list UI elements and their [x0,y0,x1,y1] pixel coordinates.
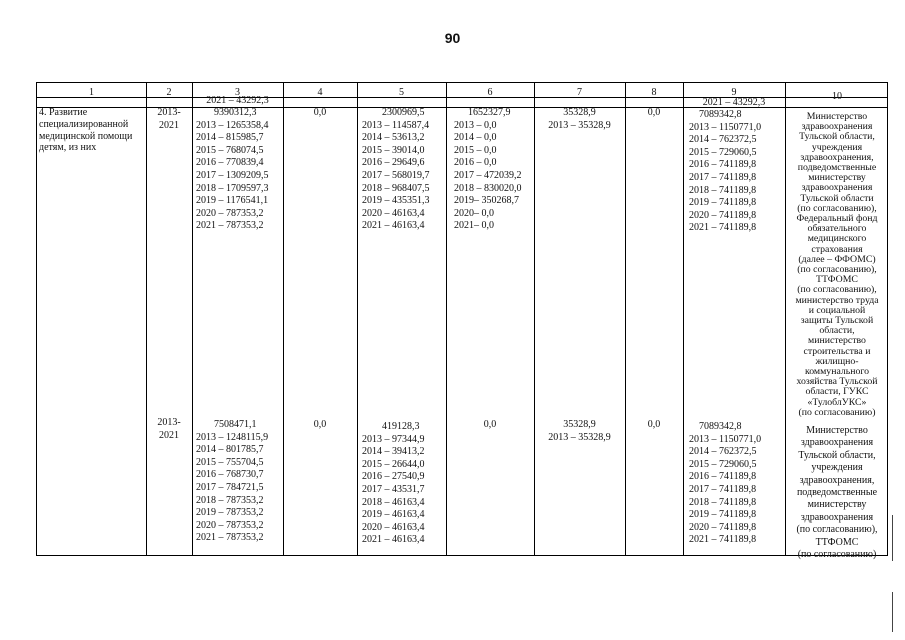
row2-col9-line: 2016 – 741189,8 [689,471,757,483]
row2-col5-line: 2017 – 43531,7 [362,483,425,495]
header-col-5: 5 [399,87,404,98]
row2-col9-line: 2021 – 741189,8 [689,534,757,546]
row1-col5-total: 2300969,5 [382,107,425,118]
header-col-2: 2 [166,87,172,98]
row1-col3-line: 2016 – 770839,4 [196,157,264,169]
row2-col5-line: 2020 – 46163,4 [362,521,425,533]
row1-col9-line: 2015 – 729060,5 [689,146,757,158]
row2-period [146,417,192,442]
row1-period-line: 2013- [157,107,181,118]
row1-col10-line: (по согласованию) [798,406,876,418]
row1-name-line: медицинской помощи [39,130,133,142]
header-col-8: 8 [651,87,657,98]
row2-col10-line: (по согласованию), [796,524,878,536]
header-col-3: 3 [235,87,240,98]
header-col-6: 6 [487,87,493,98]
row2-col5-line: 2021 – 46163,4 [362,534,425,546]
row2-period-line: 2021 [159,429,179,441]
row1-col10-line: области, ГУКС [805,386,869,398]
row2-col10-line: подведомственные [796,487,878,499]
row2-col3-line: 2014 – 801785,7 [196,444,264,456]
row2-col3-line: 2015 – 755704,5 [196,456,264,468]
col-divider-6 [534,83,535,555]
row1-col10-line: области, [819,325,855,337]
row2-col5-line: 2018 – 46163,4 [362,496,425,508]
header-col-7: 7 [577,87,582,98]
row2-col3-line: 2020 – 787353,2 [196,519,264,531]
row2-period-line: 2013- [157,417,181,428]
row1-col10-line: Тульской области [800,192,874,204]
scan-edge-mark [892,592,893,632]
row1-name [39,107,145,154]
row2-col10-line: учреждения [811,462,863,474]
row1-col10-line: учреждения [811,141,863,153]
row1-col5-line: 2021 – 46163,4 [362,220,425,232]
row1-col10-line: министерству [808,172,866,184]
header-col-4: 4 [317,87,323,98]
row2-col9-total: 7089342,8 [699,421,742,432]
row1-col9-line: 2021 – 741189,8 [689,222,757,234]
row1-col3-line: 2020 – 787353,2 [196,207,264,219]
row1-col10-line: министерство труда [795,294,879,306]
row1-col8: 0,0 [647,107,661,118]
row1-col9-line: 2013 – 1150771,0 [689,121,762,133]
row1-col10-line: здравоохранения [801,121,873,133]
row1-col3-line: 2014 – 815985,7 [196,132,264,144]
program-table [36,82,888,561]
row2-col7-line: 2013 – 35328,9 [548,431,611,443]
row1-col9-line: 2020 – 741189,8 [689,209,757,221]
row2-col8: 0,0 [647,419,661,430]
row2-col5-line: 2013 – 97344,9 [362,433,425,445]
row1-col10-line: страхования [811,243,863,255]
row2-col3 [196,419,284,545]
row1-col10-line: «ТулоблУКС» [807,396,867,408]
row2-col5 [362,421,446,547]
row1-col9-line: 2016 – 741189,8 [689,159,757,171]
row1-col10-line: министерство [808,335,866,347]
row1-col10-line: защиты Тульской [800,315,874,327]
row1-col5-line: 2020 – 46163,4 [362,207,425,219]
row2-col5-line: 2014 – 39413,2 [362,446,425,458]
row2-col3-line: 2017 – 784721,5 [196,481,264,493]
row1-col10-line: и социальной [808,304,866,316]
col-divider-8 [683,83,684,555]
col-divider-5 [446,83,447,555]
row1-name-line: детям, из них [39,142,97,154]
row1-col7-total: 35328,9 [563,107,596,118]
row1-col4: 0,0 [313,107,327,118]
row1-period-line: 2021 [159,119,179,131]
row1-col6-line: 2014 – 0,0 [454,132,497,144]
row1-col10-line: ТТФОМС [816,274,858,286]
row1-col3-line: 2017 – 1309209,5 [196,169,269,181]
row1-col5 [362,107,446,233]
row2-col3-line: 2021 – 787353,2 [196,532,264,544]
row2-col9-line: 2018 – 741189,8 [689,496,757,508]
row2-col10 [785,425,889,561]
row1-col10 [785,112,889,418]
row2-col9 [689,421,785,547]
row2-col6: 0,0 [483,419,497,430]
header-col-10: 10 [832,91,842,102]
row1-name-line: 4. Развитие [39,107,88,118]
row1-col9-line: 2014 – 762372,5 [689,134,757,146]
row1-col10-line: обязательного [807,223,867,235]
row1-col7-line: 2013 – 35328,9 [548,119,611,131]
row2-col10-line: ТТФОМС [815,536,859,548]
row1-col9-total: 7089342,8 [699,109,742,120]
row1-col7 [534,107,625,132]
row2-col10-line: (по согласованию) [797,549,877,561]
page-number: 90 [444,30,461,46]
row1-col3 [196,107,284,233]
row1-name-line: специализированной [39,118,129,130]
row1-col5-line: 2017 – 568019,7 [362,169,430,181]
row2-col10-line: Тульской области, [798,449,876,461]
row2-col5-line: 2019 – 46163,4 [362,509,425,521]
row2-col3-total: 7508471,1 [214,419,257,430]
row1-col3-line: 2021 – 787353,2 [196,220,264,232]
row2-col10-line: здравоохранения, [799,474,875,486]
col-divider-2 [192,83,193,555]
row2-col4: 0,0 [313,419,327,430]
row1-col10-line: Федеральный фонд [796,213,878,225]
row2-col9-line: 2020 – 741189,8 [689,521,757,533]
row2-col5-line: 2016 – 27540,9 [362,471,425,483]
carry-col-3: 2021 – 43292,3 [206,95,269,106]
row1-col6 [454,107,534,233]
row1-col10-line: коммунального [804,366,870,378]
header-col-1: 1 [89,87,94,98]
row2-col10-line: Министерство [806,425,868,436]
row1-col6-line: 2021– 0,0 [454,220,494,232]
carry-col-9: 2021 – 43292,3 [702,97,766,108]
row2-col3-line: 2019 – 787353,2 [196,507,264,519]
row1-col10-line: жилищно- [815,355,859,367]
row1-col5-line: 2013 – 114587,4 [362,119,430,131]
col-divider-1 [146,83,147,555]
row2-col3-line: 2018 – 787353,2 [196,494,264,506]
row1-col3-line: 2018 – 1709597,3 [196,182,269,194]
row1-col5-line: 2019 – 435351,3 [362,195,430,207]
row2-col5-line: 2015 – 26644,0 [362,458,425,470]
row1-col10-line: (по согласованию), [797,264,877,276]
row2-col10-line: здравоохранения [800,437,874,449]
row1-col9 [689,109,785,235]
row1-col5-line: 2015 – 39014,0 [362,144,425,156]
row1-col9-line: 2019 – 741189,8 [689,197,757,209]
row2-col9-line: 2014 – 762372,5 [689,446,757,458]
row1-col10-line: Министерство [806,111,868,122]
row1-col6-total: 1652327,9 [468,107,511,118]
row1-col3-line: 2013 – 1265358,4 [196,119,269,131]
row1-col10-line: подведомственные [797,162,877,174]
row1-col9-line: 2018 – 741189,8 [689,184,757,196]
row1-col3-line: 2019 – 1176541,1 [196,195,269,207]
row1-col5-line: 2018 – 968407,5 [362,182,430,194]
row1-col10-line: здравоохранения, [800,151,874,163]
row1-col10-line: хозяйства Тульской [796,376,878,388]
row1-col6-line: 2019– 350268,7 [454,195,519,207]
row1-col10-line: медицинского [807,233,867,245]
header-col-9: 9 [731,87,737,98]
scan-edge-mark [892,515,893,561]
row1-col5-line: 2016 – 29649,6 [362,157,425,169]
col-divider-4 [357,83,358,555]
row2-col7-total: 35328,9 [563,419,596,430]
row1-col10-line: (далее – ФФОМС) [798,253,876,265]
row2-col9-line: 2017 – 741189,8 [689,483,757,495]
row2-col5-total: 419128,3 [382,421,420,432]
row1-col5-line: 2014 – 53613,2 [362,132,425,144]
row1-col6-line: 2020– 0,0 [454,207,494,219]
row2-col3-line: 2016 – 768730,7 [196,469,264,481]
row2-col7 [534,419,625,444]
row2-col9-line: 2013 – 1150771,0 [689,433,762,445]
row2-col3-line: 2013 – 1248115,9 [196,431,269,443]
row1-period [146,107,192,132]
row1-col6-line: 2016 – 0,0 [454,157,497,169]
row1-col10-line: здравоохранения [801,182,873,194]
row2-col10-line: министерству [807,499,867,511]
row1-col6-line: 2013 – 0,0 [454,119,497,131]
row2-col9-line: 2015 – 729060,5 [689,458,757,470]
row1-col10-line: строительства и [803,345,871,357]
row2-col9-line: 2019 – 741189,8 [689,509,757,521]
row1-col6-line: 2015 – 0,0 [454,144,497,156]
row1-col6-line: 2018 – 830020,0 [454,182,522,194]
row1-col3-line: 2015 – 768074,5 [196,144,264,156]
row1-col10-line: (по согласованию), [797,202,877,214]
row1-col10-line: (по согласованию), [797,284,877,296]
row1-col9-line: 2017 – 741189,8 [689,171,757,183]
row1-col6-line: 2017 – 472039,2 [454,169,522,181]
col-divider-7 [625,83,626,555]
row1-col3-total: 9390312,3 [214,107,257,118]
row2-col10-line: здравоохранения [800,511,874,523]
row1-col10-line: Тульской области, [799,131,875,143]
